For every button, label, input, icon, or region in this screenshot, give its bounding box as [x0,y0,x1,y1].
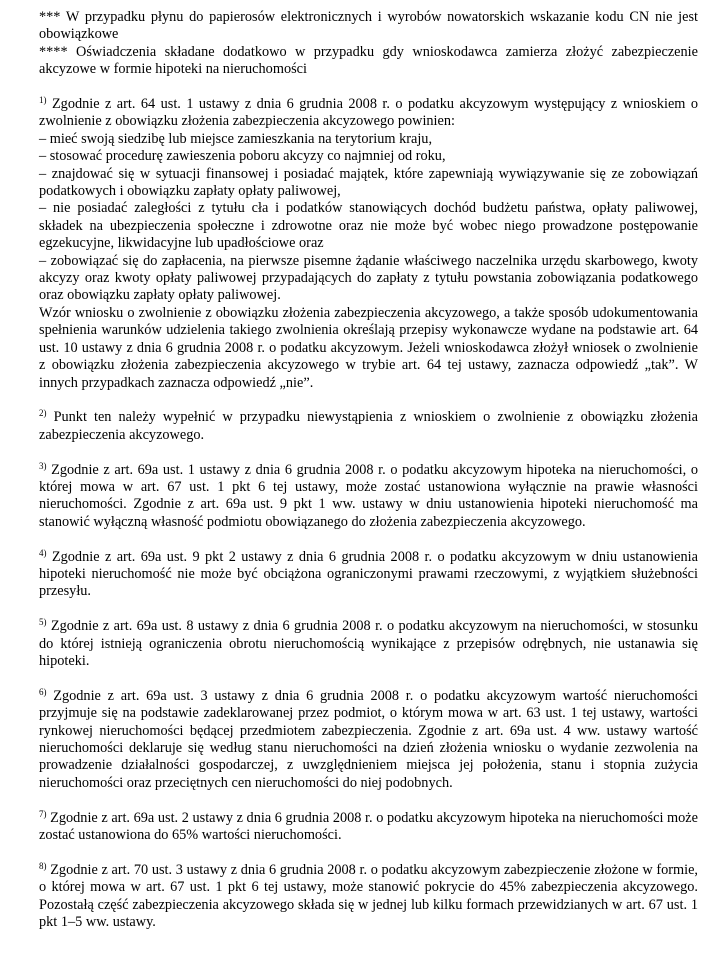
spacer [39,601,698,618]
spacer [39,392,698,409]
footnote-text: Zgodnie z art. 69a ust. 8 ustawy z dnia 6 grudnia 2008 r. o podatku akcyzowym na nieruchomości, w stosunku do której istnieją ograniczenia obrotu nieruchomością wynikające z przepisów odrębnych, nie ustanawia się hipoteki. [39,618,698,669]
document-page [39,9,698,931]
footnote-marker: 6) [39,686,47,697]
footnote-list-item: – mieć swoją siedzibę lub miejsce zamieszkania na terytorium kraju, [39,130,433,147]
note-declarations: **** Oświadczenia składane dodatkowo w przypadku gdy wnioskodawca zamierza złożyć zabezpieczenie akcyzowe w formie hipoteki na nieruchomości [39,43,698,78]
footnote-8 [39,862,698,932]
spacer [39,844,698,861]
footnote-marker: 3) [39,460,47,471]
footnote-paragraph [39,688,698,792]
spacer [39,531,698,548]
footnote-5 [39,618,698,670]
footnote-list-item: – nie posiadać zaległości z tytułu cła i podatków stanowiących dochód budżetu państwa, opłaty paliwowej, składek na ubezpieczenia społeczne i zdrowotne oraz nie może być wobec niego prowadzone postępowanie egzekucyjne, likwidacyjne lub upadłościowe oraz [39,200,698,252]
footnote-paragraph [39,618,698,670]
footnote-marker: 5) [39,617,47,628]
footnote-list-item: – stosować procedurę zawieszenia poboru akcyzy co najmniej od roku, [39,148,446,165]
footnote-2 [39,409,698,444]
note-cn-code: *** W przypadku płynu do papierosów elektronicznych i wyrobów nowatorskich wskazanie kodu CN nie jest obowiązkowe [39,9,698,43]
footnote-paragraph [39,810,698,845]
footnote-text: Zgodnie z art. 69a ust. 3 ustawy z dnia 6 grudnia 2008 r. o podatku akcyzowym wartość nieruchomości przyjmuje się na podstawie zadeklarowanej przez podmiot, o którym mowa w art. 63 ust. 1 tej ustawy, wartości rynkowej nieruchomości będącej przedmiotem zabezpieczenia. Zgodnie z art. 69a ust. 4 ww. ustawy wartość nieruchomości deklaruje się według stanu nieruchomości na dzień złożenia wniosku o wydanie zezwolenia na prowadzenie działalności gospodarczej, z uwzględnieniem miejsca jej położenia, stanu i stopnia zużycia nieruchomości oraz przeciętnych cen nieruchomości do niej podobnych. [39,687,698,791]
footnote-1 [39,96,698,392]
footnote-paragraph [39,96,698,131]
footnote-marker: 4) [39,547,47,558]
spacer [39,79,698,96]
footnote-text: Zgodnie z art. 70 ust. 3 ustawy z dnia 6 grudnia 2008 r. o podatku akcyzowym zabezpieczenie złożone w formie, o której mowa w art. 67 ust. 1 pkt 6 tej ustawy, może stanowić pokrycie do 45% zabezpieczenia akcyzowego. Pozostałą część zabezpieczenia akcyzowego składa się w jednej lub kilku formach przewidzianych w art. 67 ust. 1 pkt 1–5 ww. ustawy. [39,861,699,930]
footnote-text: Zgodnie z art. 69a ust. 1 ustawy z dnia 6 grudnia 2008 r. o podatku akcyzowym hipoteka na nieruchomości, o której mowa w art. 67 ust. 1 pkt 6 tej ustawy, może zostać ustanowiona wyłącznie na prawie własności nieruchomości. Zgodnie z art. 69a ust. 9 pkt 1 ww. ustawy w dniu ustanowienia hipoteki nieruchomość ma stanowić wyłączną własność podmiotu obowiązanego do złożenia zabezpieczenia akcyzowego. [39,461,698,530]
footnote-text: Zgodnie z art. 69a ust. 2 ustawy z dnia 6 grudnia 2008 r. o podatku akcyzowym hipoteka na nieruchomości może zostać ustanowiona do 65% wartości nieruchomości. [39,809,699,843]
footnote-text: Punkt ten należy wypełnić w przypadku niewystąpienia z wnioskiem o zwolnienie z obowiązku złożenia zabezpieczenia akcyzowego. [39,409,698,443]
footnote-marker: 2) [39,408,47,419]
footnote-marker: 1) [39,95,47,106]
footnote-list-item: – zobowiązać się do zapłacenia, na pierwsze pisemne żądanie właściwego naczelnika urzędu skarbowego, kwoty akcyzy oraz kwoty opłaty paliwowej przypadających do zapłaty z tytułu powstania zobowiązania podatkowego oraz obowiązku zapłaty opłaty paliwowej. [39,252,698,304]
spacer [39,444,698,461]
footnote-paragraph [39,549,698,601]
footnote-marker: 7) [39,808,47,819]
footnote-paragraph: Wzór wniosku o zwolnienie z obowiązku złożenia zabezpieczenia akcyzowego, a także sposób udokumentowania spełnienia warunków udzielenia takiego zwolnienia określają przepisy wykonawcze wydane na podstawie art. 64 ust. 10 ustawy z dnia 6 grudnia 2008 r. o podatku akcyzowym. Jeżeli wnioskodawca złożył wniosek o zwolnienie z obowiązku złożenia zabezpieczenia akcyzowego w trybie art. 64 tej ustawy, zaznacza odpowiedź „tak”. W innych przypadkach zaznacza odpowiedź „nie”. [39,304,698,391]
footnote-marker: 8) [39,860,47,871]
footnote-paragraph [39,462,698,532]
footnote-text: Zgodnie z art. 69a ust. 9 pkt 2 ustawy z dnia 6 grudnia 2008 r. o podatku akcyzowym w dniu ustanowienia hipoteki nieruchomość nie może być obciążona ograniczonymi prawami rzeczowymi, z wyjątkiem służebności przesyłu. [39,548,698,600]
footnote-3 [39,462,698,532]
footnote-6 [39,688,698,792]
footnote-7 [39,810,698,845]
footnote-paragraph [39,409,698,444]
spacer [39,670,698,687]
footnote-paragraph [39,862,698,932]
spacer [39,792,698,809]
footnote-list-item: – znajdować się w sytuacji finansowej i posiadać majątek, które zapewniają wywiązywanie się ze zobowiązań podatkowych i obowiązku zapłaty opłaty paliwowej, [39,165,698,200]
footnote-text: Zgodnie z art. 64 ust. 1 ustawy z dnia 6 grudnia 2008 r. o podatku akcyzowym występujący z wnioskiem o zwolnienie z obowiązku złożenia zabezpieczenia akcyzowego powinien: [39,96,698,130]
footnote-4 [39,549,698,601]
